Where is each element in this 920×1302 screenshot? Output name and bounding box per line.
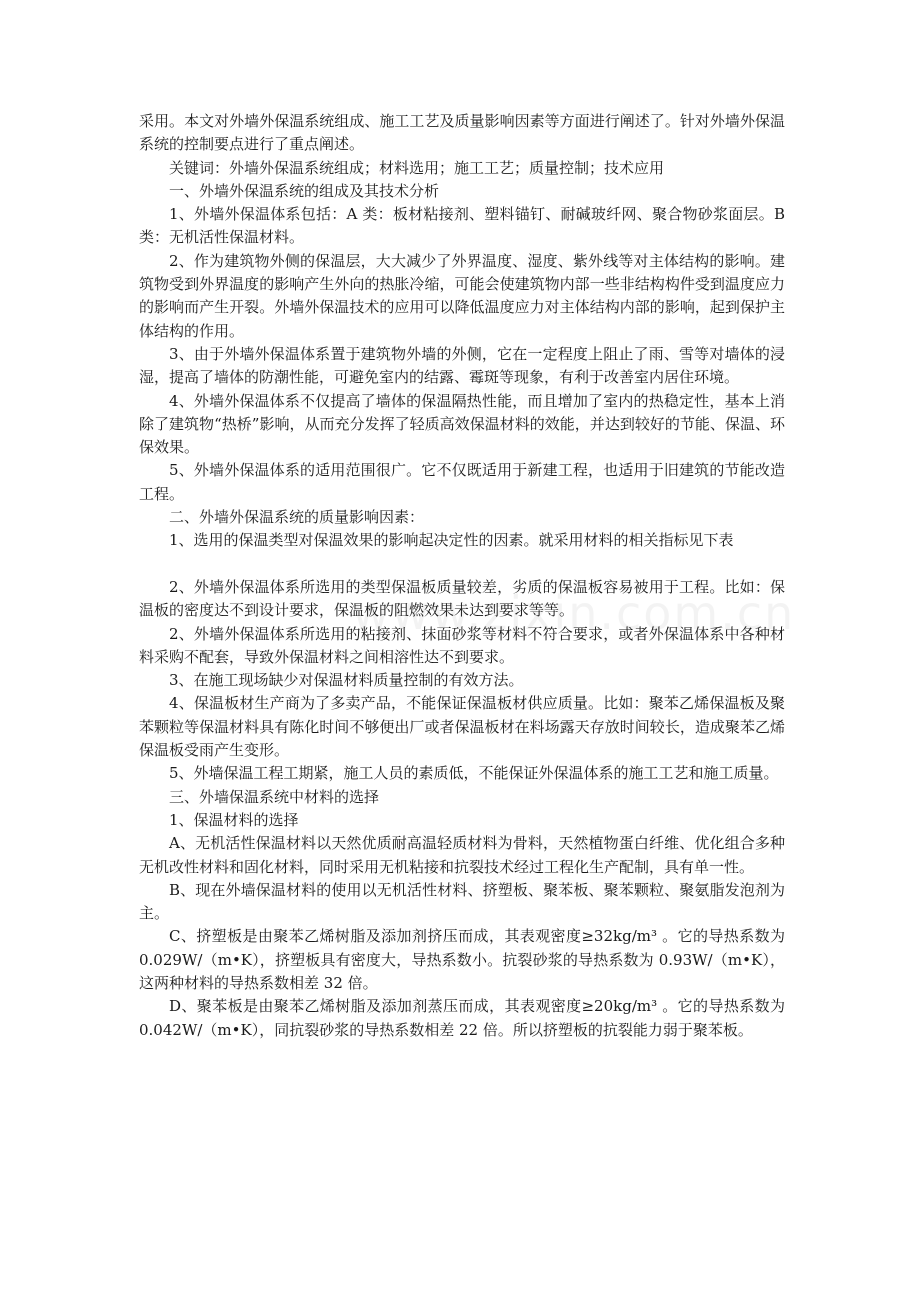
paragraph: 2、外墙外保温体系所选用的类型保温板质量较差，劣质的保温板容易被用于工程。比如：保温板的密度达不到设计要求，保温板的阻燃效果未达到要求等等。 [139,577,785,620]
paragraph: D、聚苯板是由聚苯乙烯树脂及添加剂蒸压而成，其表观密度≥20kg/m³ 。它的导热系数为 0.042W/（m•K），同抗裂砂浆的导热系数相差 22 倍。所以挤塑板的抗裂能力弱于聚苯板。 [139,997,785,1039]
paragraph: 关键词：外墙外保温系统组成；材料选用；施工工艺；质量控制；技术应用 [169,158,665,177]
blank-line [139,553,785,576]
paragraph: 3、由于外墙外保温体系置于建筑物外墙的外侧，它在一定程度上阻止了雨、雪等对墙体的浸湿，提高了墙体的防潮性能，可避免室内的结露、霉斑等现象，有利于改善室内居住环境。 [139,344,785,387]
paragraph: 1、选用的保温类型对保温效果的影响起决定性的因素。就采用材料的相关指标见下表 [169,531,734,550]
document-body [139,110,785,1042]
paragraph: 2、作为建筑物外侧的保温层，大大减少了外界温度、湿度、紫外线等对主体结构的影响。建筑物受到外界温度的影响产生外向的热胀冷缩，可能会使建筑物内部一些非结构构件受到温度应力的影响而产生开裂。外墙外保温技术的应用可以降低温度应力对主体结构内部的影响，起到保护主体结构的作用。 [139,251,785,340]
paragraph: 5、外墙保温工程工期紧，施工人员的素质低，不能保证外保温体系的施工工艺和施工质量。 [169,764,779,783]
paragraph: 1、保温材料的选择 [169,810,299,829]
paragraph: 3、在施工现场缺少对保温材料质量控制的有效方法。 [169,671,524,690]
paragraph: C、挤塑板是由聚苯乙烯树脂及添加剂挤压而成，其表观密度≥32kg/m³ 。它的导热系数为 0.029W/（m•K），挤塑板具有密度大，导热系数小。抗裂砂浆的导热系数为 0.93W/（m•K），这两种材料的导热系数相差 32 倍。 [139,927,785,992]
paragraph: 1、外墙外保温体系包括：A 类：板材粘接剂、塑料锚钉、耐碱玻纤网、聚合物砂浆面层。B 类：无机活性保温材料。 [139,205,785,247]
paragraph: 2、外墙外保温体系所选用的粘接剂、抹面砂浆等材料不符合要求，或者外保温体系中各种材料采购不配套，导致外保温材料之间相溶性达不到要求。 [139,624,785,666]
paragraph: B、现在外墙保温材料的使用以无机活性材料、挤塑板、聚苯板、聚苯颗粒、聚氨脂发泡剂为主。 [139,880,785,923]
paragraph: 4、外墙外保温体系不仅提高了墙体的保温隔热性能，而且增加了室内的热稳定性，基本上消除了建筑物“热桥”影响，从而充分发挥了轻质高效保温材料的效能，并达到较好的节能、保温、环保效果。 [139,391,785,457]
paragraph: 二、外墙外保温系统的质量影响因素： [169,508,425,527]
paragraph: 三、外墙保温系统中材料的选择 [169,787,380,806]
paragraph: 5、外墙外保温体系的适用范围很广。它不仅既适用于新建工程，也适用于旧建筑的节能改造工程。 [139,461,785,503]
paragraph: 4、保温板材生产商为了多卖产品，不能保证保温板材供应质量。比如：聚苯乙烯保温板及聚苯颗粒等保温材料具有陈化时间不够便出厂或者保温板材在料场露天存放时间较长，造成聚苯乙烯保温板受雨产生变形。 [139,694,785,760]
paragraph: 采用。本文对外墙外保温系统组成、施工工艺及质量影响因素等方面进行阐述了。针对外墙外保温系统的控制要点进行了重点阐述。 [139,112,785,154]
paragraph: 一、外墙外保温系统的组成及其技术分析 [169,181,440,200]
paragraph: A、无机活性保温材料以天然优质耐高温轻质材料为骨料，天然植物蛋白纤维、优化组合多种无机改性材料和固化材料，同时采用无机粘接和抗裂技术经过工程化生产配制，具有单一性。 [139,834,785,876]
